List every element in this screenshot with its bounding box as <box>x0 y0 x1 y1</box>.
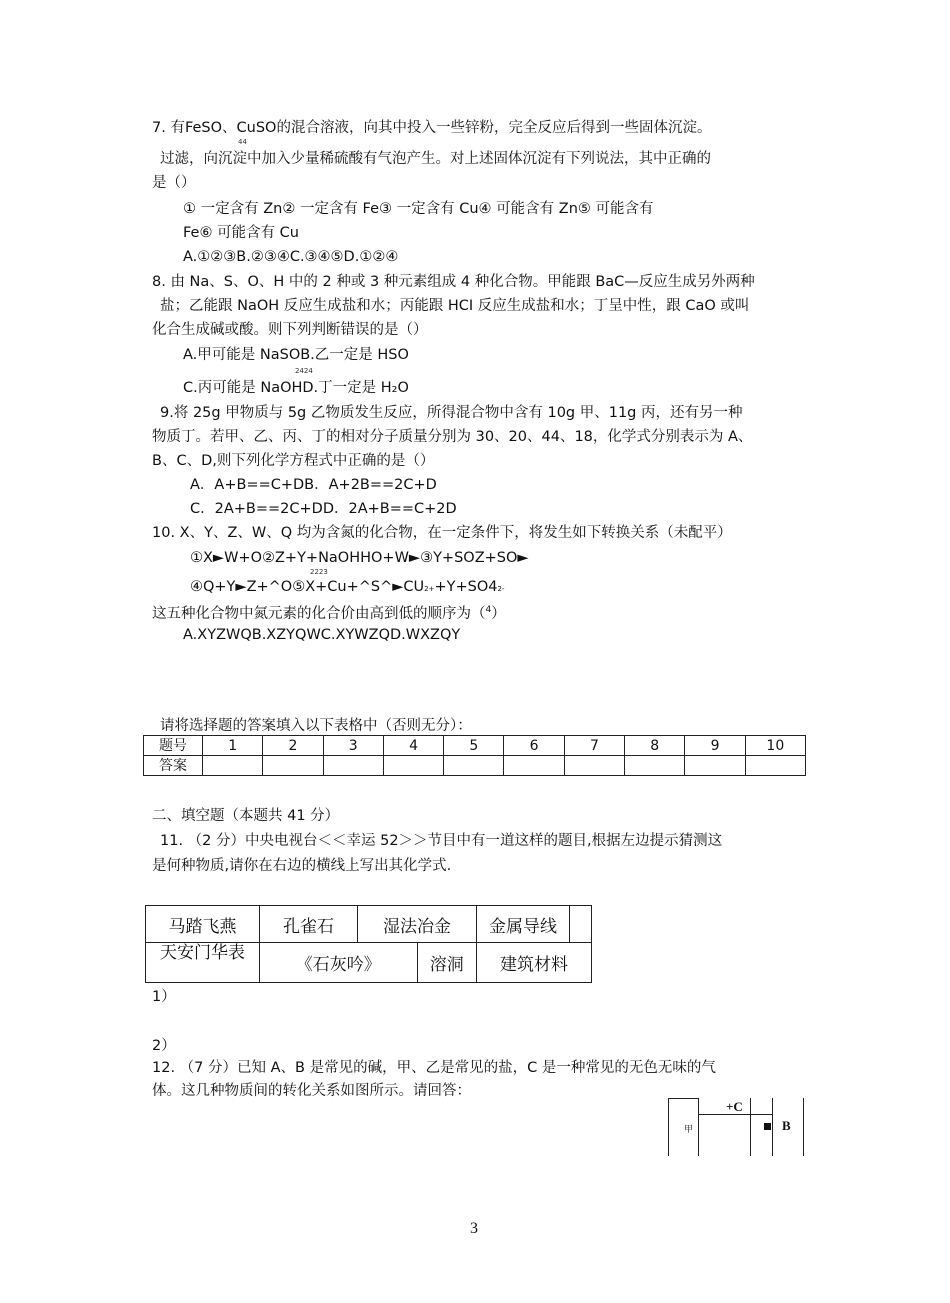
q7-line3: 是（） <box>152 175 196 191</box>
number-cell: 8 <box>625 736 685 756</box>
diagram-line <box>668 1098 669 1156</box>
answer-instruction: 请将选择题的答案填入以下表格中（否则无分）： <box>160 718 472 734</box>
q11-line2: 是何种物质,请你在右边的横线上写出其化学式. <box>152 858 452 874</box>
q10-line1: 10. X、Y、Z、W、Q 均为含氮的化合物，在一定条件下，将发生如下转换关系（未配平） <box>152 525 732 541</box>
answer-cell[interactable] <box>625 756 685 776</box>
q8-options-ab: A.甲可能是 NaSOB.乙一定是 HSO <box>183 347 409 363</box>
q8-line1: 8. 由 Na、S、O、H 中的 2 种或 3 种元素组成 4 种化合物。甲能跟 BaC—反应生成另外两种 <box>152 274 755 290</box>
q10-question-sup: 4 <box>485 605 492 615</box>
q7-options: A.①②③B.②③④C.③④⑤D.①②④ <box>183 249 399 265</box>
q10-sub-so4: 2- <box>497 585 505 593</box>
clue-cell: 金属导线 <box>477 906 570 943</box>
number-cell: 10 <box>745 736 805 756</box>
number-cell: 6 <box>504 736 564 756</box>
q10-reactions-2a: ④Q+Y►Z+^O⑤X+Cu+^S^►CU <box>190 579 425 595</box>
number-cell: 9 <box>685 736 745 756</box>
answer-cell[interactable] <box>444 756 504 776</box>
q10-subscript: 2223 <box>310 568 328 576</box>
q10-options: A.XYZWQB.XZYQWC.XYWZQD.WXZQY <box>183 627 461 643</box>
q8-options-cd: C.丙可能是 NaOHD.丁一定是 H₂O <box>183 380 409 396</box>
number-cell: 4 <box>383 736 443 756</box>
answer-cell[interactable] <box>504 756 564 776</box>
answer-cell[interactable] <box>685 756 745 776</box>
diagram-label-jia: 甲 <box>684 1125 694 1135</box>
clue-row-1 <box>146 906 592 943</box>
q10-reactions-1: ①X►W+O②Z+Y+NaOHHO+W►③Y+SOZ+SO► <box>190 550 529 566</box>
q10-reactions-2 <box>190 577 504 599</box>
diagram-arrow-head <box>764 1123 771 1130</box>
page-number: 3 <box>470 1220 478 1237</box>
q10-reactions-2c: +Y+SO4 <box>434 579 498 595</box>
q10-question-text: 这五种化合物中氮元素的化合价由高到低的顺序为（ <box>152 605 486 622</box>
q7-subscript: 44 <box>238 138 247 146</box>
answer-cell[interactable] <box>203 756 263 776</box>
answer-fill-row <box>144 756 806 776</box>
q7-line1: 7. 有FeSO、CuSO的混合溶液，向其中投入一些锌粉，完全反应后得到一些固体沉淀。 <box>152 120 712 136</box>
number-cell: 1 <box>203 736 263 756</box>
diagram-label-c: +C <box>726 1099 743 1114</box>
answer-cell[interactable] <box>383 756 443 776</box>
diagram-line <box>668 1098 698 1099</box>
q10-question <box>152 600 506 624</box>
row-header-number: 题号 <box>144 736 203 756</box>
clue-table <box>145 905 592 983</box>
clue-row-2 <box>146 943 592 983</box>
q12-line1: 12. （7 分）已知 A、B 是常见的碱，甲、乙是常见的盐，C 是一种常见的无色无味的气 <box>152 1060 716 1076</box>
q9-line1: 9.将 25g 甲物质与 5g 乙物质发生反应，所得混合物中含有 10g 甲、11g 丙，还有另一种 <box>160 405 743 421</box>
answer-blank-1[interactable]: 1） <box>152 989 176 1005</box>
row-header-answer: 答案 <box>144 756 203 776</box>
q9-options-ab: A．A+B==C+DB．A+2B==2C+D <box>190 477 437 493</box>
answer-cell[interactable] <box>745 756 805 776</box>
answer-cell[interactable] <box>323 756 383 776</box>
section2-title: 二、填空题（本题共 41 分） <box>152 808 340 824</box>
q8-line2: 盐；乙能跟 NaOH 反应生成盐和水；丙能跟 HCI 反应生成盐和水；丁呈中性，跟 CaO 或叫 <box>160 298 750 314</box>
number-cell: 5 <box>444 736 504 756</box>
q7-statements: ① 一定含有 Zn② 一定含有 Fe③ 一定含有 Cu④ 可能含有 Zn⑤ 可能含有 <box>183 201 654 217</box>
conversion-diagram <box>668 1098 804 1156</box>
clue-cell: 建筑材料 <box>477 943 592 983</box>
q10-question-end: ） <box>491 605 506 622</box>
q7-line2: 过滤，向沉淀中加入少量稀硫酸有气泡产生。对上述固体沉淀有下列说法，其中正确的 <box>160 151 711 167</box>
q11-line1: 11. （2 分）中央电视台＜＜幸运 52＞＞节目中有一道这样的题目,根据左边提示猜测这 <box>160 833 723 849</box>
q8-line3: 化合生成碱或酸。则下列判断错误的是（） <box>152 322 428 338</box>
clue-cell: 马踏飞燕 <box>146 906 260 943</box>
q9-options-cd: C．2A+B==2C+DD．2A+B==C+2D <box>190 501 457 517</box>
diagram-line <box>698 1098 699 1156</box>
q9-line2: 物质丁。若甲、乙、丙、丁的相对分子质量分别为 30、20、44、18，化学式分别表示为 A、 <box>152 429 753 445</box>
q12-line2: 体。这几种物质间的转化关系如图所示。请回答： <box>152 1083 471 1099</box>
clue-blank-cell[interactable] <box>570 906 592 943</box>
clue-cell: 湿法冶金 <box>358 906 477 943</box>
diagram-line <box>772 1098 773 1156</box>
answer-table <box>143 735 806 776</box>
diagram-line <box>803 1098 804 1156</box>
q9-line3: B、C、D,则下列化学方程式中正确的是（） <box>152 453 435 469</box>
answer-blank-2[interactable]: 2） <box>152 1038 176 1054</box>
diagram-label-b: B <box>782 1118 791 1133</box>
answer-cell[interactable] <box>263 756 323 776</box>
q8-subscript: 2424 <box>295 367 313 375</box>
clue-cell: 天安门华表 <box>146 943 260 983</box>
answer-cell[interactable] <box>564 756 624 776</box>
clue-cell: 《石灰吟》 <box>260 943 418 983</box>
clue-cell: 孔雀石 <box>260 906 358 943</box>
number-cell: 3 <box>323 736 383 756</box>
q7-statements-cont: Fe⑥ 可能含有 Cu <box>183 225 299 241</box>
diagram-line <box>750 1098 751 1156</box>
number-cell: 7 <box>564 736 624 756</box>
number-cell: 2 <box>263 736 323 756</box>
answer-number-row <box>144 736 806 756</box>
clue-cell: 溶洞 <box>417 943 477 983</box>
q10-sub-cu: 2+ <box>424 585 435 593</box>
